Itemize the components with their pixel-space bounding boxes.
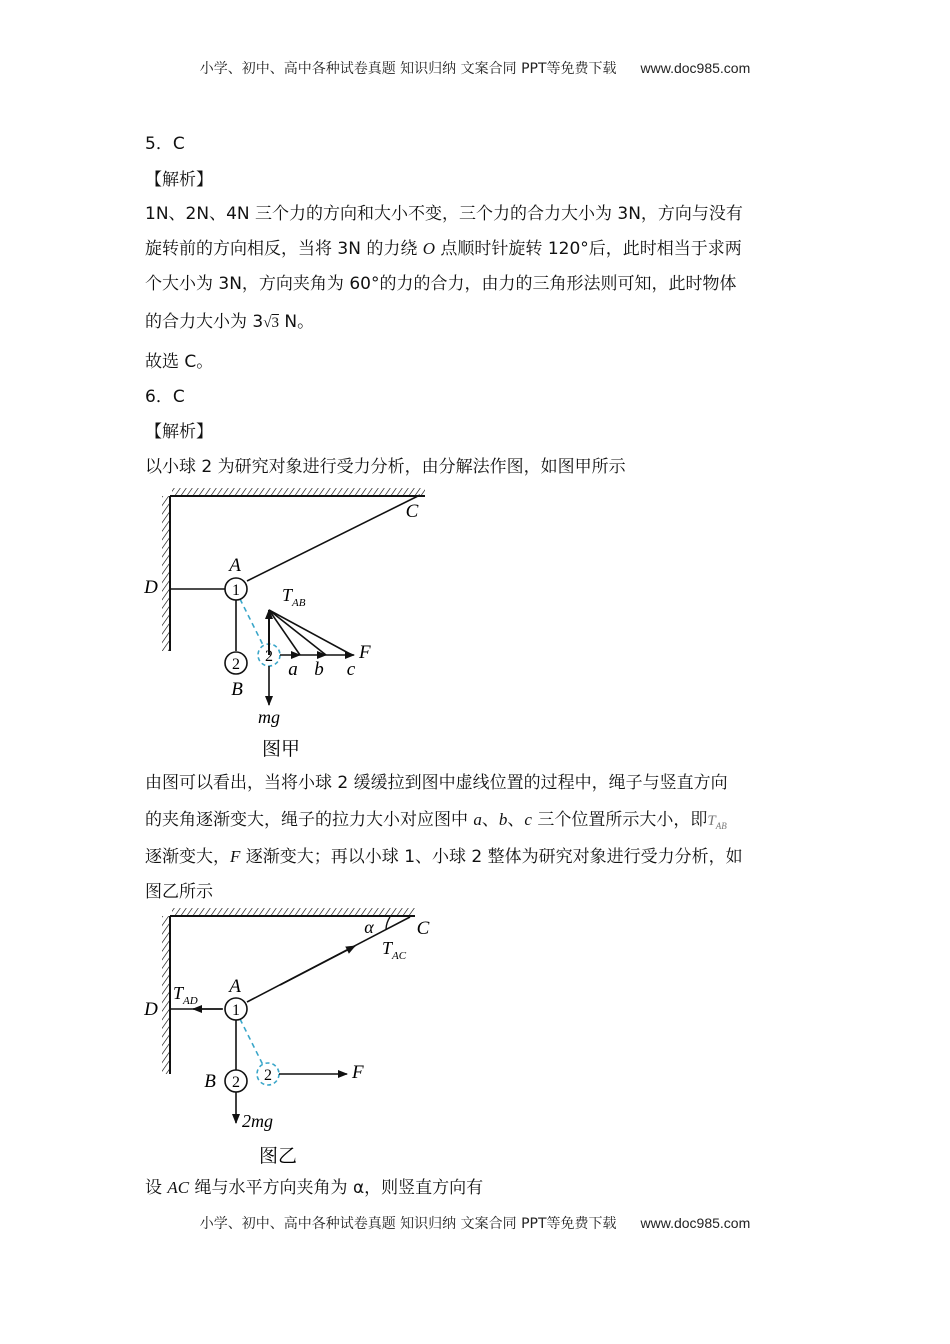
label-tad (173, 983, 198, 1007)
q6-p1-line-2 (145, 808, 815, 838)
q5-answer: 5．C (145, 134, 185, 154)
q5-line-4b: N。 (278, 312, 315, 332)
sqrt-expression: √3 (263, 315, 279, 331)
label-tab-t: T (282, 585, 293, 605)
figure-caption-jia: 图甲 (261, 738, 301, 760)
label-f: F (359, 642, 371, 663)
radicand: 3 (271, 315, 279, 331)
ceiling-hatch-2 (172, 908, 415, 916)
point-o: O (422, 239, 436, 258)
label-c-point-2: C (416, 918, 430, 939)
label-d-point-2: D (144, 999, 158, 1020)
q6-intro: 以小球 2 为研究对象进行受力分析，由分解法作图，如图甲所示 (145, 457, 626, 477)
var-c: c (524, 810, 532, 829)
var-a: a (473, 810, 482, 829)
q6-p1-line-3b: 逐渐变大；再以小球 1、小球 2 整体为研究对象进行受力分析，如 (240, 847, 743, 867)
q6-p1-line-3a: 逐渐变大， (145, 847, 230, 867)
var-ac: AC (167, 1178, 190, 1197)
page-header (0, 58, 950, 78)
label-a: a (288, 659, 298, 680)
rope-ab-dashed-2 (240, 1019, 263, 1065)
var-tab (707, 813, 726, 829)
ball-2-dashed-label: 2 (265, 648, 273, 665)
q6-analysis-label: 【解析】 (145, 422, 213, 442)
header-site: www.doc985.com (640, 60, 751, 76)
label-b-point: B (231, 679, 243, 700)
label-a-point-2: A (229, 976, 241, 997)
q5-conclusion: 故选 C。 (145, 352, 214, 372)
ceiling-hatch (172, 488, 425, 496)
ball-1-fig2-label: 1 (232, 1002, 240, 1019)
label-tac (382, 938, 407, 962)
wall-hatch (162, 496, 170, 651)
q5-line-4 (145, 310, 815, 335)
label-tab-sub: AB (292, 597, 306, 609)
var-b: b (498, 810, 508, 829)
label-a-point: A (229, 555, 241, 576)
tension-ac-vector (280, 946, 355, 985)
label-f-2: F (352, 1062, 364, 1083)
var-tab-sub: AB (715, 821, 727, 831)
figure-caption-yi: 图乙 (258, 1145, 298, 1167)
label-mg: mg (258, 707, 280, 727)
q6-p1-line-3 (145, 845, 815, 869)
figure-jia (140, 485, 440, 765)
rope-ab-dashed (240, 599, 263, 645)
label-tab (282, 585, 306, 609)
label-2mg: 2mg (242, 1111, 273, 1131)
q5-line-1: 1N、2N、4N 三个力的方向和大小不变，三个力的合力大小为 3N，方向与没有 (145, 204, 743, 224)
footer-text: 小学、初中、高中各种试卷真题 知识归纳 文案合同 PPT等免费下载 (199, 1216, 617, 1232)
ball-1-label: 1 (232, 582, 240, 599)
q6-p1-line-2a: 的夹角逐渐变大，绳子的拉力大小对应图中 (145, 810, 474, 830)
label-tac-sub: AC (392, 950, 407, 962)
footer-site: www.doc985.com (640, 1215, 751, 1231)
label-c-point: C (405, 501, 419, 522)
figure-yi (140, 905, 440, 1170)
triangle-line-c (269, 610, 352, 655)
wall-hatch-2 (162, 916, 170, 1074)
q5-line-2a: 旋转前的方向相反，当将 3N 的力绕 (145, 239, 423, 259)
q5-line-2b: 点顺时针旋转 120°后，此时相当于求两 (435, 239, 742, 259)
sep-2: 、 (507, 810, 525, 830)
q5-line-2 (145, 237, 815, 261)
ball-2-label: 2 (232, 656, 240, 673)
label-b: b (314, 659, 324, 680)
var-f: F (230, 847, 241, 866)
label-tad-sub: AD (183, 995, 198, 1007)
ball-2-dashed-fig2-label: 2 (264, 1067, 272, 1084)
label-b-point-2: B (204, 1071, 216, 1092)
ball-2-fig2-label: 2 (232, 1074, 240, 1091)
q6-last-b: 绳与水平方向夹角为 α，则竖直方向有 (189, 1178, 484, 1198)
q6-last-line (145, 1176, 815, 1200)
q5-analysis-label: 【解析】 (145, 170, 213, 190)
label-c: c (346, 659, 356, 680)
q6-answer: 6．C (145, 387, 185, 407)
q6-p1-line-2b: 三个位置所示大小，即 (531, 810, 708, 830)
label-alpha: α (364, 917, 374, 937)
sep-1: 、 (481, 810, 499, 830)
q5-line-3: 个大小为 3N，方向夹角为 60°的力的合力，由力的三角形法则可知，此时物体 (145, 274, 737, 294)
q6-p1-line-1: 由图可以看出，当将小球 2 缓缓拉到图中虚线位置的过程中，绳子与竖直方向 (145, 773, 728, 793)
q5-line-4a: 的合力大小为 3 (145, 312, 264, 332)
header-text: 小学、初中、高中各种试卷真题 知识归纳 文案合同 PPT等免费下载 (199, 61, 617, 77)
label-tad-t: T (173, 983, 184, 1003)
q6-p1-line-4: 图乙所示 (145, 882, 213, 902)
page-footer (0, 1213, 950, 1233)
q6-last-a: 设 (145, 1178, 168, 1198)
label-d-point: D (144, 577, 158, 598)
var-tab-t: T (707, 813, 716, 829)
rope-ac (247, 495, 420, 581)
label-tac-t: T (382, 938, 393, 958)
